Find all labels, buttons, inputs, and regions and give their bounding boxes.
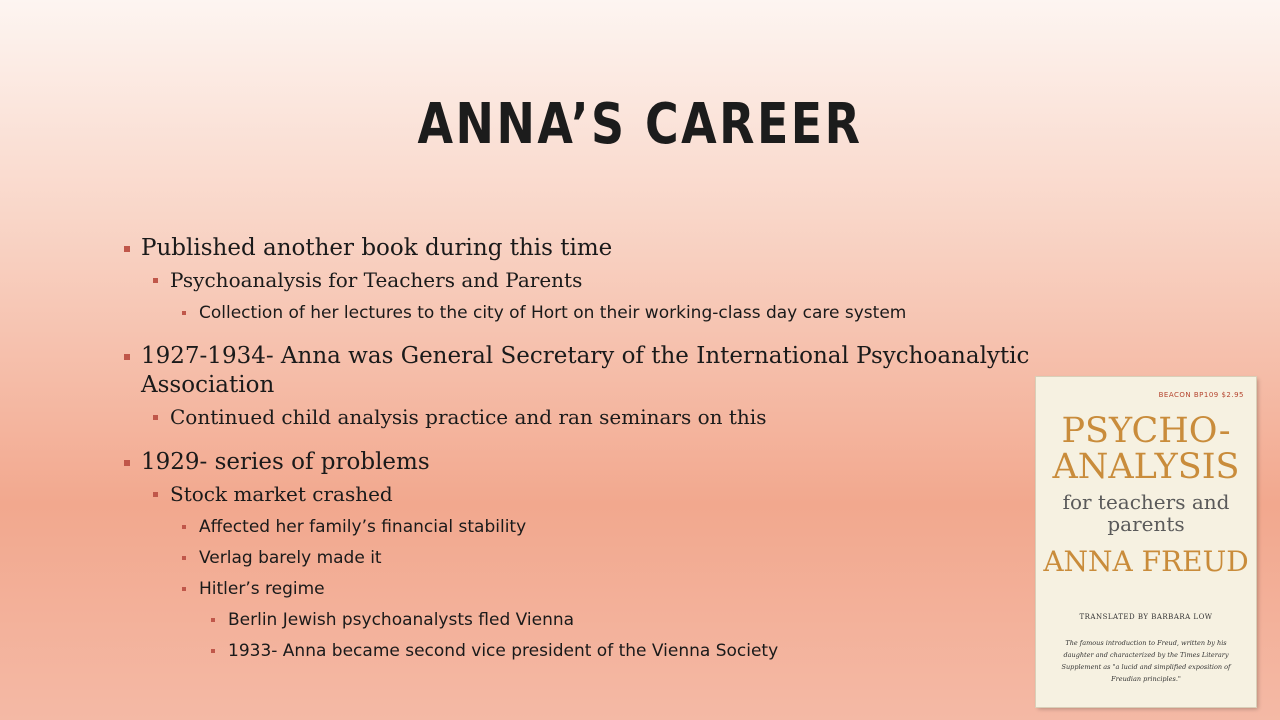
bullet-level-3 bbox=[120, 516, 1080, 538]
book-author: ANNA FREUD bbox=[1043, 545, 1249, 578]
book-blurb: The famous introduction to Freud, written by his daughter and characterized by the Times Literary Supplement as "a lucid and simplified exposition of Freudian principles." bbox=[1061, 639, 1231, 683]
bullet-text: Stock market crashed bbox=[170, 482, 393, 506]
bullet-level-4 bbox=[120, 609, 1080, 631]
bullet-marker-icon bbox=[182, 556, 186, 560]
bullet-marker-icon bbox=[124, 354, 130, 360]
bullet-level-3 bbox=[120, 302, 1080, 324]
bullet-marker-icon bbox=[182, 587, 186, 591]
bullet-level-3 bbox=[120, 578, 1080, 600]
slide-title: ANNA’S CAREER bbox=[417, 92, 863, 157]
bullet-level-1 bbox=[120, 448, 1080, 477]
bullet-marker-icon bbox=[124, 460, 130, 466]
bullet-text: Verlag barely made it bbox=[199, 548, 382, 568]
bullet-text: Psychoanalysis for Teachers and Parents bbox=[170, 268, 583, 292]
bullet-marker-icon bbox=[124, 246, 130, 252]
bullet-level-1 bbox=[120, 234, 1080, 263]
bullet-marker-icon bbox=[182, 311, 186, 315]
bullet-text: Published another book during this time bbox=[141, 235, 613, 261]
bullet-level-4 bbox=[120, 640, 1080, 662]
bullet-marker-icon bbox=[211, 618, 215, 622]
bullet-text: Hitler’s regime bbox=[199, 579, 325, 599]
bullet-level-3 bbox=[120, 547, 1080, 569]
book-subtitle: for teachers and parents bbox=[1062, 490, 1230, 536]
bullet-text: Continued child analysis practice and ran seminars on this bbox=[170, 405, 767, 429]
bullet-marker-icon bbox=[153, 278, 158, 283]
bullet-text: Berlin Jewish psychoanalysts fled Vienna bbox=[228, 610, 575, 630]
bullet-level-2 bbox=[120, 404, 1080, 430]
book-translator: TRANSLATED BY BARBARA LOW bbox=[1079, 613, 1213, 621]
bullet-text: Affected her family’s financial stability bbox=[199, 517, 527, 537]
bullet-text: 1929- series of problems bbox=[141, 449, 430, 475]
slide-content bbox=[120, 224, 1080, 662]
bullet-text: Collection of her lectures to the city of Hort on their working-class day care system bbox=[199, 303, 907, 323]
bullet-marker-icon bbox=[153, 415, 158, 420]
bullet-marker-icon bbox=[182, 525, 186, 529]
bullet-level-2 bbox=[120, 267, 1080, 293]
book-title: PSYCHO-ANALYSIS bbox=[1052, 411, 1240, 487]
bullet-text: 1927-1934- Anna was General Secretary of the International Psychoanalytic Association bbox=[141, 343, 1030, 398]
book-publisher-line: BEACON BP109 $2.95 bbox=[1158, 391, 1244, 399]
bullet-level-2 bbox=[120, 481, 1080, 507]
bullet-marker-icon bbox=[153, 492, 158, 497]
book-cover-image bbox=[1036, 377, 1256, 707]
bullet-marker-icon bbox=[211, 649, 215, 653]
bullet-level-1 bbox=[120, 342, 1080, 400]
bullet-text: 1933- Anna became second vice president of the Vienna Society bbox=[228, 641, 779, 661]
